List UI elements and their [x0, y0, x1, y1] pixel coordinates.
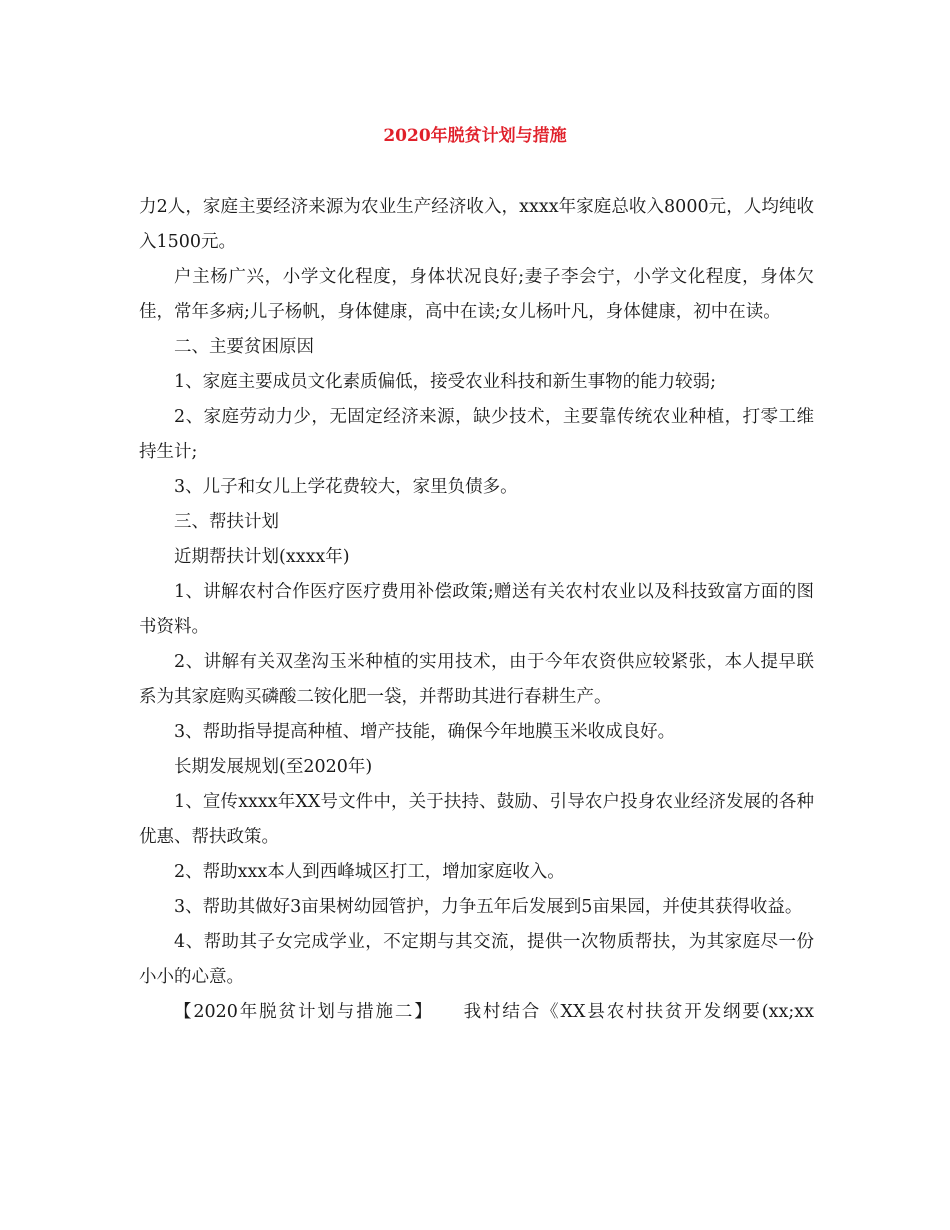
- paragraph-part-two: 【2020年脱贫计划与措施二】 我村结合《XX县农村扶贫开发纲要(xx;xx: [174, 1002, 814, 1022]
- paragraph-cause-3: 3、儿子和女儿上学花费较大，家里负债多。: [174, 477, 518, 497]
- paragraph-long-4: 4、帮助其子女完成学业，不定期与其交流，提供一次物质帮扶，为其家庭尽一份小小的心意。: [139, 932, 814, 987]
- paragraph-long-1: 1、宣传xxxx年XX号文件中，关于扶持、鼓励、引导农户投身农业经济发展的各种优惠、帮扶政策。: [139, 792, 814, 847]
- paragraph-long-3: 3、帮助其做好3亩果树幼园管护，力争五年后发展到5亩果园，并使其获得收益。: [174, 897, 803, 917]
- paragraph-cause-1: 1、家庭主要成员文化素质偏低，接受农业科技和新生事物的能力较弱;: [174, 372, 717, 392]
- section-heading-plan: 三、帮扶计划: [174, 512, 279, 532]
- subheading-long-term: 长期发展规划(至2020年): [174, 757, 373, 777]
- paragraph-long-2: 2、帮助xxx本人到西峰城区打工，增加家庭收入。: [174, 862, 565, 882]
- paragraph-1: 力2人，家庭主要经济来源为农业生产经济收入，xxxx年家庭总收入8000元，人均纯收入1500元。: [139, 197, 814, 252]
- document-title: 2020年脱贫计划与措施: [383, 126, 567, 146]
- section-heading-causes: 二、主要贫困原因: [174, 337, 314, 357]
- paragraph-near-1: 1、讲解农村合作医疗医疗费用补偿政策;赠送有关农村农业以及科技致富方面的图书资料。: [139, 582, 814, 637]
- paragraph-cause-2: 2、家庭劳动力少，无固定经济来源，缺少技术，主要靠传统农业种植，打零工维持生计;: [139, 407, 814, 462]
- paragraph-near-2: 2、讲解有关双垄沟玉米种植的实用技术，由于今年农资供应较紧张，本人提早联系为其家庭购买磷酸二铵化肥一袋，并帮助其进行春耕生产。: [139, 652, 814, 707]
- paragraph-2: 户主杨广兴，小学文化程度，身体状况良好;妻子李会宁，小学文化程度，身体欠佳，常年多病;儿子杨帆，身体健康，高中在读;女儿杨叶凡，身体健康，初中在读。: [139, 267, 814, 322]
- document-body: [139, 190, 814, 1030]
- subheading-near-term: 近期帮扶计划(xxxx年): [174, 547, 350, 567]
- paragraph-near-3: 3、帮助指导提高种植、增产技能，确保今年地膜玉米收成良好。: [174, 722, 676, 742]
